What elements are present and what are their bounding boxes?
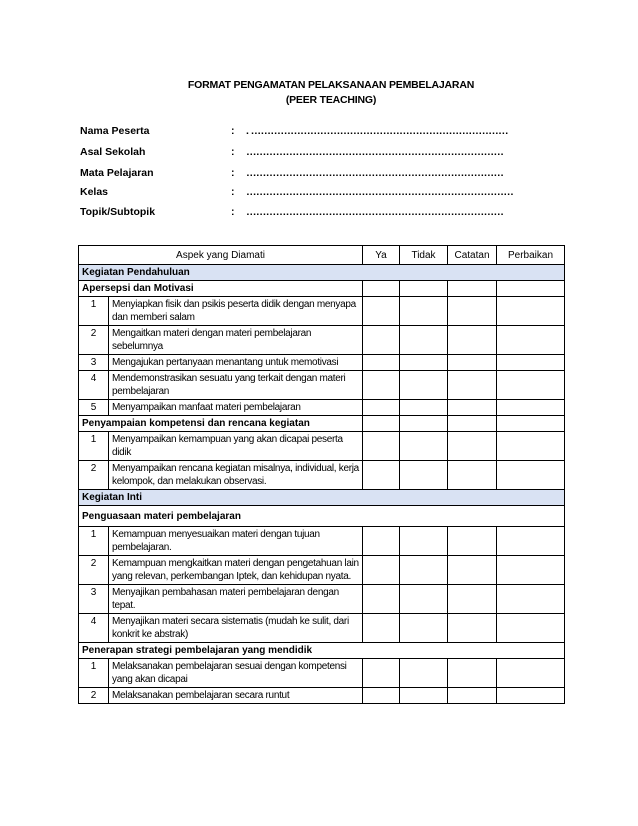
cell-ya[interactable] — [363, 355, 400, 371]
cell-tidak[interactable] — [400, 688, 448, 704]
info-label: Asal Sekolah — [80, 146, 146, 158]
table-row — [79, 688, 565, 704]
table-row — [79, 614, 565, 643]
info-row-mata-pelajaran — [80, 167, 580, 183]
section-title: Kegiatan Pendahuluan — [79, 265, 565, 281]
cell-catatan[interactable] — [448, 556, 497, 585]
table-row — [79, 461, 565, 490]
cell-perbaikan[interactable] — [497, 326, 565, 355]
cell-ya[interactable] — [363, 371, 400, 400]
item-text: Mengaitkan materi dengan materi pembelajaran sebelumnya — [109, 326, 363, 355]
info-label: Topik/Subtopik — [80, 206, 156, 218]
item-text: Mendemonstrasikan sesuatu yang terkait dengan materi pembelajaran — [109, 371, 363, 400]
info-colon: : — [231, 146, 235, 158]
info-value-field[interactable]: . …………………………………………………………………… — [246, 125, 509, 137]
cell-catatan[interactable] — [448, 355, 497, 371]
item-text: Menyampaikan rencana kegiatan misalnya, individual, kerja kelompok, dan melakukan observasi. — [109, 461, 363, 490]
header-tidak: Tidak — [400, 246, 448, 265]
cell-perbaikan[interactable] — [497, 614, 565, 643]
header-ya: Ya — [363, 246, 400, 265]
cell-perbaikan[interactable] — [497, 556, 565, 585]
item-text: Menyajikan pembahasan materi pembelajaran dengan tepat. — [109, 585, 363, 614]
cell-catatan[interactable] — [448, 659, 497, 688]
info-colon: : — [231, 125, 235, 137]
cell-perbaikan[interactable] — [497, 659, 565, 688]
info-row-topik-subtopik — [80, 206, 580, 222]
header-catatan: Catatan — [448, 246, 497, 265]
info-colon: : — [231, 167, 235, 179]
cell-tidak[interactable] — [400, 432, 448, 461]
cell-perbaikan[interactable] — [497, 281, 565, 297]
page-title: FORMAT PENGAMATAN PELAKSANAAN PEMBELAJARAN — [187, 79, 475, 91]
cell-ya[interactable] — [363, 614, 400, 643]
item-text: Kemampuan mengkaitkan materi dengan pengetahuan lain yang relevan, perkembangan Iptek, dan kehidupan nyata. — [109, 556, 363, 585]
table-row — [79, 585, 565, 614]
item-number: 1 — [79, 527, 109, 556]
cell-catatan[interactable] — [448, 371, 497, 400]
cell-tidak[interactable] — [400, 297, 448, 326]
cell-ya[interactable] — [363, 432, 400, 461]
item-number: 3 — [79, 355, 109, 371]
header-perbaikan: Perbaikan — [497, 246, 565, 265]
cell-perbaikan[interactable] — [497, 355, 565, 371]
cell-ya[interactable] — [363, 297, 400, 326]
cell-catatan[interactable] — [448, 400, 497, 416]
item-text: Kemampuan menyesuaikan materi dengan tujuan pembelajaran. — [109, 527, 363, 556]
cell-catatan[interactable] — [448, 688, 497, 704]
table-row — [79, 371, 565, 400]
info-row-kelas — [80, 186, 580, 202]
table-row — [79, 432, 565, 461]
cell-catatan[interactable] — [448, 326, 497, 355]
cell-catatan[interactable] — [448, 461, 497, 490]
cell-ya[interactable] — [363, 416, 400, 432]
cell-ya[interactable] — [363, 281, 400, 297]
cell-ya[interactable] — [363, 659, 400, 688]
cell-ya[interactable] — [363, 585, 400, 614]
cell-ya[interactable] — [363, 461, 400, 490]
cell-tidak[interactable] — [400, 281, 448, 297]
cell-perbaikan[interactable] — [497, 400, 565, 416]
item-number: 2 — [79, 556, 109, 585]
item-text: Melaksanakan pembelajaran secara runtut — [109, 688, 363, 704]
cell-tidak[interactable] — [400, 461, 448, 490]
info-label: Mata Pelajaran — [80, 167, 154, 179]
cell-ya[interactable] — [363, 326, 400, 355]
subsection-row — [79, 416, 565, 432]
cell-perbaikan[interactable] — [497, 297, 565, 326]
cell-tidak[interactable] — [400, 527, 448, 556]
cell-perbaikan[interactable] — [497, 461, 565, 490]
info-value-field[interactable]: …………………………………………………………………… — [246, 206, 504, 218]
item-number: 1 — [79, 432, 109, 461]
section-row — [79, 265, 565, 281]
item-text: Menyiapkan fisik dan psikis peserta didik dengan menyapa dan memberi salam — [109, 297, 363, 326]
section-title: Kegiatan Inti — [79, 490, 565, 506]
info-value-field[interactable]: …………………………………………………………………… — [246, 167, 504, 179]
table-header-row — [79, 246, 565, 265]
item-number: 3 — [79, 585, 109, 614]
item-text: Menyampaikan kemampuan yang akan dicapai peserta didik — [109, 432, 363, 461]
cell-perbaikan[interactable] — [497, 371, 565, 400]
cell-ya[interactable] — [363, 556, 400, 585]
cell-tidak[interactable] — [400, 585, 448, 614]
cell-catatan[interactable] — [448, 281, 497, 297]
page-subtitle: (PEER TEACHING) — [285, 94, 377, 106]
item-number: 2 — [79, 688, 109, 704]
subsection-title: Apersepsi dan Motivasi — [79, 281, 363, 297]
cell-catatan[interactable] — [448, 297, 497, 326]
item-number: 2 — [79, 326, 109, 355]
cell-catatan[interactable] — [448, 585, 497, 614]
cell-tidak[interactable] — [400, 416, 448, 432]
item-text: Menyajikan materi secara sistematis (mudah ke sulit, dari konkrit ke abstrak) — [109, 614, 363, 643]
cell-perbaikan[interactable] — [497, 416, 565, 432]
item-number: 1 — [79, 297, 109, 326]
cell-perbaikan[interactable] — [497, 432, 565, 461]
table-row — [79, 556, 565, 585]
cell-catatan[interactable] — [448, 432, 497, 461]
subsection-title: Penyampaian kompetensi dan rencana kegiatan — [79, 416, 363, 432]
item-number: 4 — [79, 614, 109, 643]
cell-perbaikan[interactable] — [497, 688, 565, 704]
info-row-nama-peserta — [80, 125, 580, 141]
item-number: 2 — [79, 461, 109, 490]
cell-catatan[interactable] — [448, 614, 497, 643]
item-text: Melaksanakan pembelajaran sesuai dengan kompetensi yang akan dicapai — [109, 659, 363, 688]
item-text: Mengajukan pertanyaan menantang untuk memotivasi — [109, 355, 363, 371]
item-number: 1 — [79, 659, 109, 688]
info-colon: : — [231, 206, 235, 218]
item-text: Menyampaikan manfaat materi pembelajaran — [109, 400, 363, 416]
subsection-title: Penguasaan materi pembelajaran — [79, 506, 565, 527]
cell-ya[interactable] — [363, 400, 400, 416]
cell-tidak[interactable] — [400, 355, 448, 371]
subsection-title: Penerapan strategi pembelajaran yang mendidik — [79, 643, 565, 659]
cell-catatan[interactable] — [448, 527, 497, 556]
cell-tidak[interactable] — [400, 400, 448, 416]
subsection-row — [79, 281, 565, 297]
cell-perbaikan[interactable] — [497, 527, 565, 556]
cell-tidak[interactable] — [400, 556, 448, 585]
table-row — [79, 659, 565, 688]
cell-perbaikan[interactable] — [497, 585, 565, 614]
info-value-field[interactable]: ……………………………………………………………………… — [246, 186, 514, 198]
cell-tidak[interactable] — [400, 371, 448, 400]
info-label: Nama Peserta — [80, 125, 150, 137]
info-row-asal-sekolah — [80, 146, 580, 162]
table-row — [79, 527, 565, 556]
table-row — [79, 400, 565, 416]
cell-ya[interactable] — [363, 688, 400, 704]
item-number: 5 — [79, 400, 109, 416]
cell-catatan[interactable] — [448, 416, 497, 432]
table-row — [79, 326, 565, 355]
info-colon: : — [231, 186, 235, 198]
cell-tidak[interactable] — [400, 659, 448, 688]
header-aspek: Aspek yang Diamati — [79, 246, 363, 265]
section-row — [79, 490, 565, 506]
table-row — [79, 355, 565, 371]
info-label: Kelas — [80, 186, 109, 198]
cell-tidak[interactable] — [400, 326, 448, 355]
table-row — [79, 297, 565, 326]
observation-table — [78, 245, 565, 704]
info-value-field[interactable]: …………………………………………………………………… — [246, 146, 504, 158]
cell-ya[interactable] — [363, 527, 400, 556]
subsection-row — [79, 506, 565, 527]
item-number: 4 — [79, 371, 109, 400]
cell-tidak[interactable] — [400, 614, 448, 643]
subsection-row — [79, 643, 565, 659]
